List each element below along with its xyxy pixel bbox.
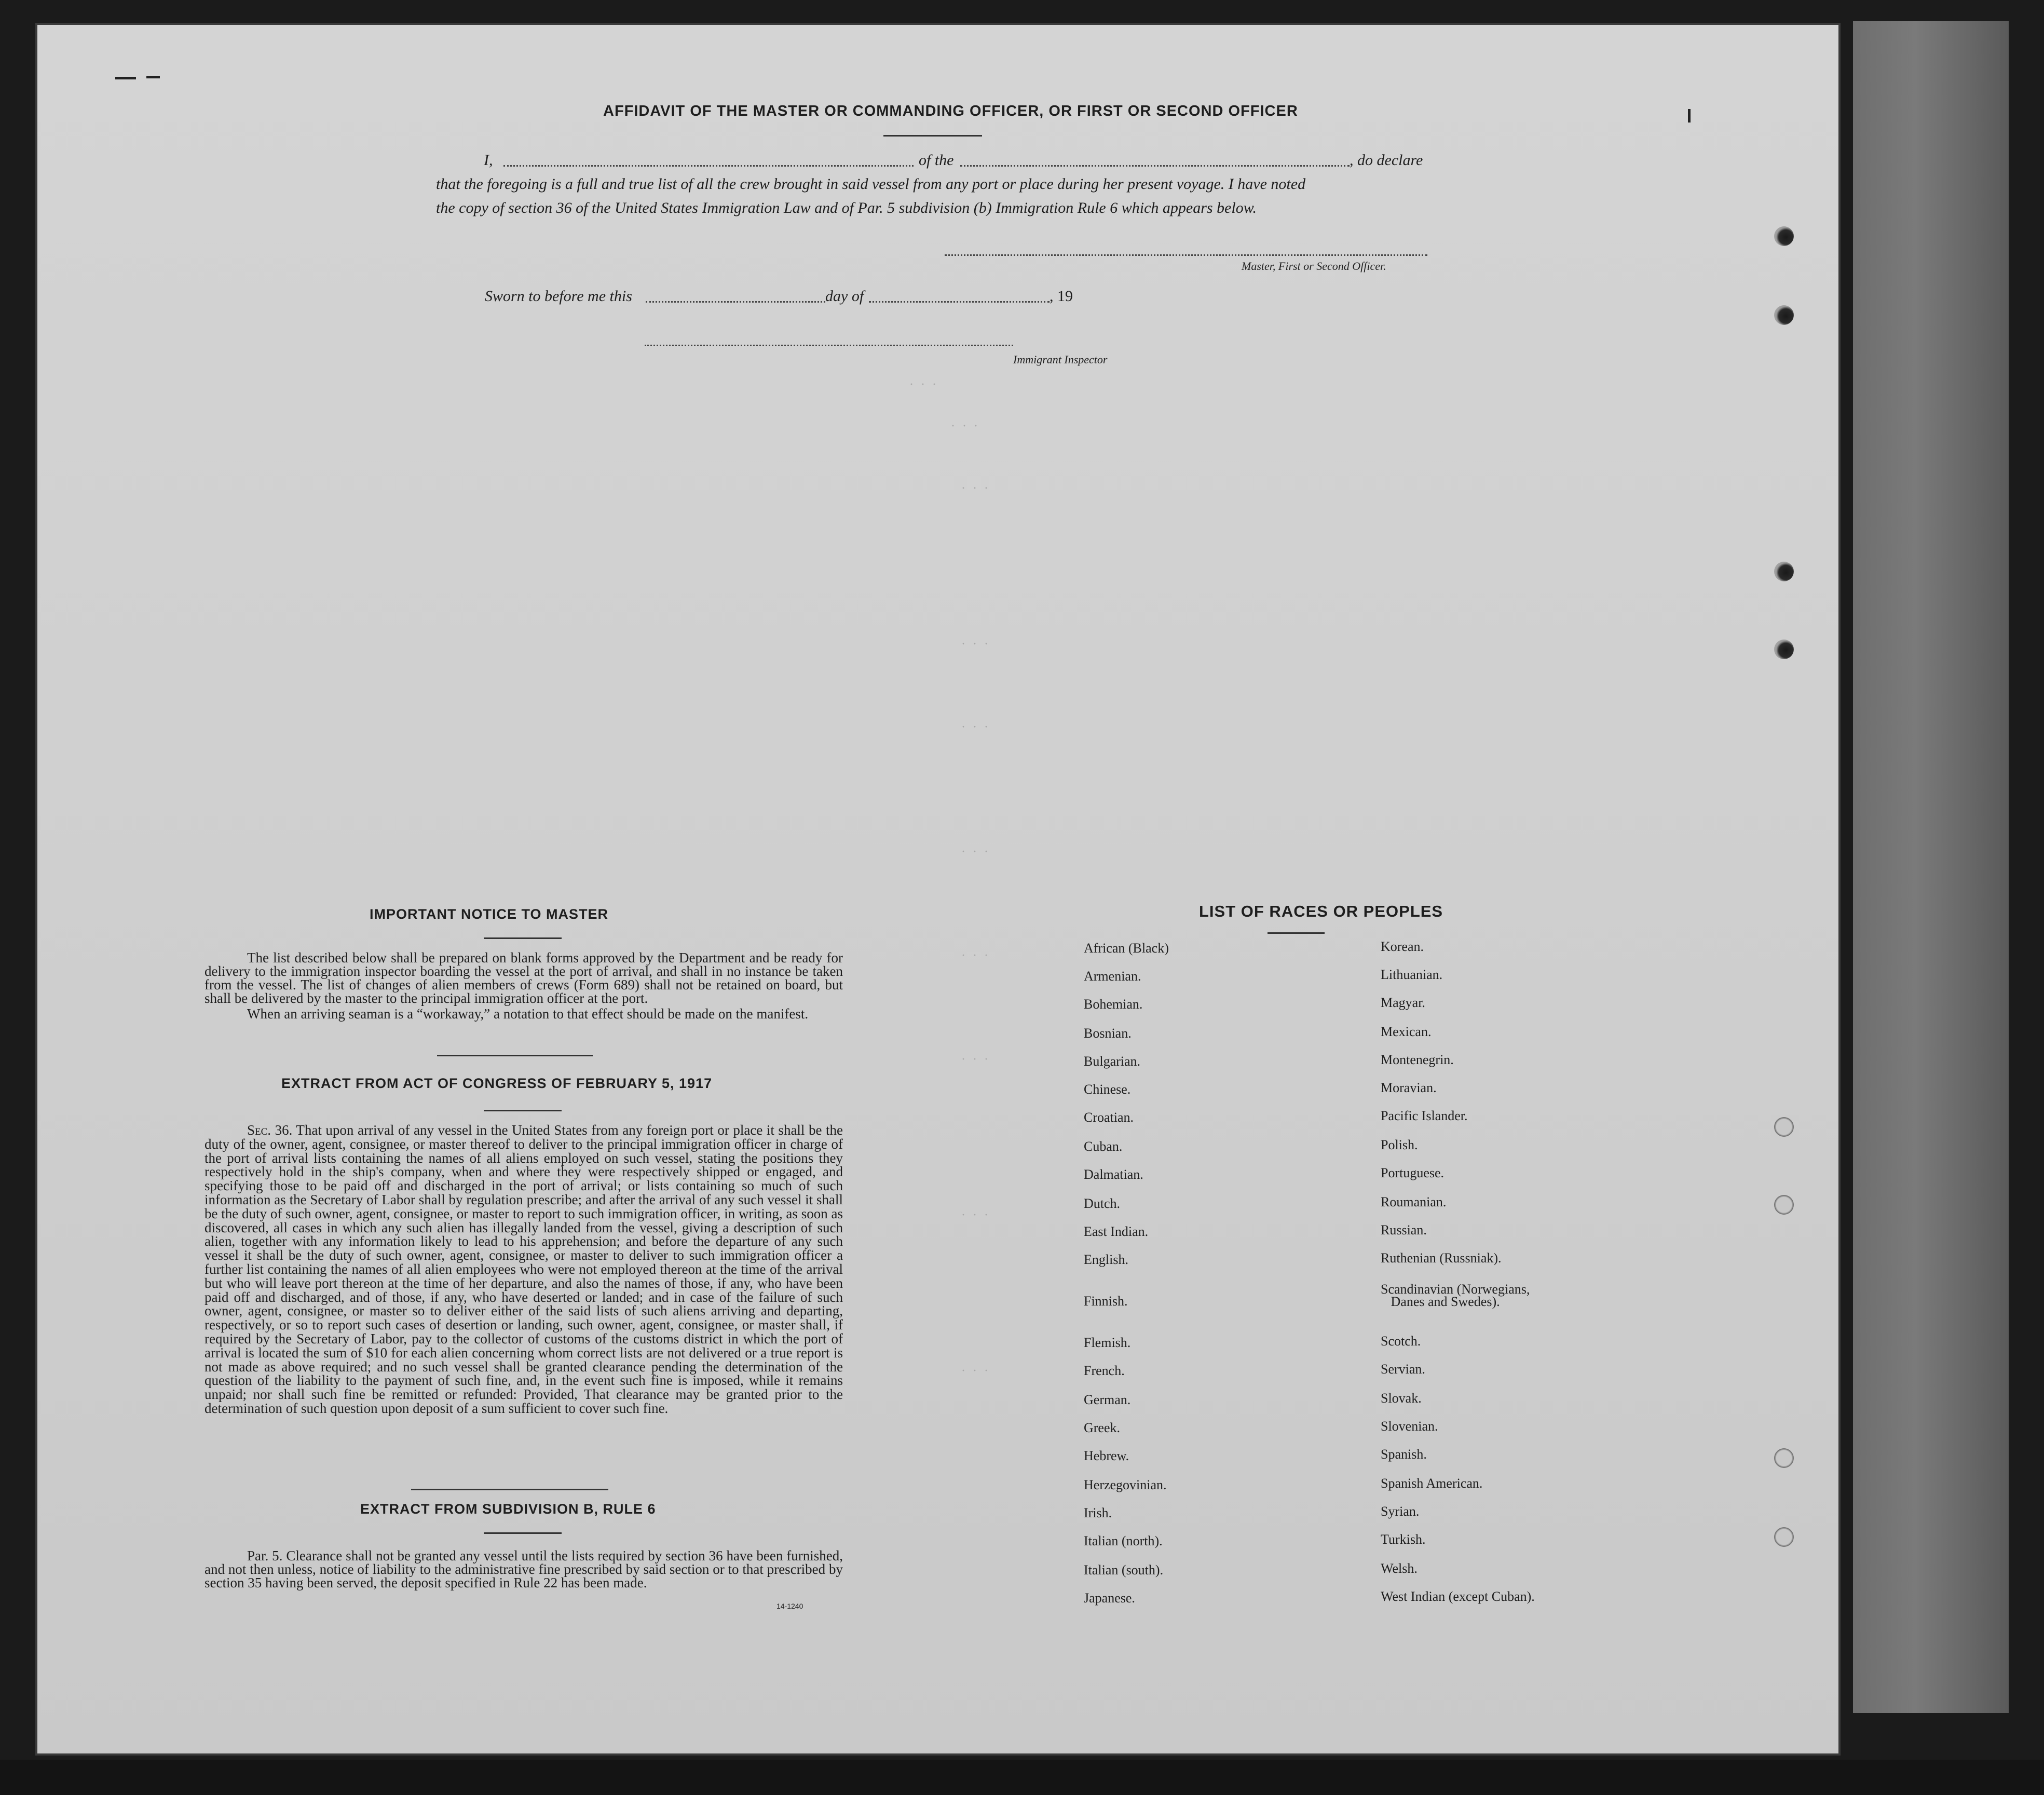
race-item-right-1: Lithuanian. [1381,967,1443,982]
pen-mark [115,77,136,79]
affidavit-line-3: the copy of section 36 of the United States Immigration Law and of Par. 5 subdivision (b) Immigration Rule 6 which appears below. [436,199,1257,216]
race-item-left-0: African (Black) [1084,941,1169,956]
race-item-left-19: Irish. [1084,1505,1112,1520]
act-extract-title: EXTRACT FROM ACT OF CONGRESS OF FEBRUARY 5, 1917 [281,1076,713,1091]
notice-underline [484,937,562,939]
race-item-left-13: Flemish. [1084,1335,1131,1350]
race-item-right-17: Spanish. [1381,1447,1427,1462]
race-item-right-19: Syrian. [1381,1504,1420,1519]
affidavit-title: AFFIDAVIT OF THE MASTER OR COMMANDING OFFICER, OR FIRST OR SECOND OFFICER [603,103,1298,119]
section-36-text: That upon arrival of any vessel in the United States from any foreign port or place it shall be the duty of the owner, agent, consignee, or master thereof to deliver to the principal immigration officer in charge of the port of arrival lists containing the names of all aliens employed on such vessel, stating the positions they respectively hold in the ship's company, when and where they were respectively shipped or engaged, and specifying those to be paid off and discharged in the port of arrival; or lists containing so much of such information as the Secretary of Labor shall by regulation prescribe; and after the arrival of any such vessel it shall be the duty of such owner, agent, consignee, or master to report to such immigration officer, in writing, as soon as discovered, all cases in which any such alien has illegally landed from the vessel, giving a description of such alien, together with any information likely to lead to his apprehension; and before the departure of any such vessel it shall be the duty of such owner, agent, consignee, or master to deliver to such immigration officer a further list containing the names of all alien employees who were not employed thereon at the time of the arrival but who will leave port thereon at the time of her departure, and also the names of those, if any, who have been paid off and discharged, and of those, if any, who have deserted or landed; and in case of the failure of such owner, agent, consignee, or master so to deliver either of the said lists of such aliens arriving and departing, respectively, or so to report such cases of desertion or landing, such owner, agent, consignee, or master shall, if required by the Secretary of Labor, pay to the collector of customs of the customs district in which the port of arrival is located the sum of $10 for each alien concerning whom correct lists are not delivered or a true report is not made as above required; and no such vessel shall be granted clearance pending the determination of the question of the liability to the payment of such fine, and, in the event such fine is imposed, while it remains unpaid; nor shall such fine be remitted or refunded: Provided, That clearance may be granted prior to the determination of such question upon deposit of a sum sufficient to cover such fine. [205,1122,843,1416]
race-item-right-20: Turkish. [1381,1532,1426,1547]
race-item-right-4: Montenegrin. [1381,1052,1454,1067]
race-item-right-5: Moravian. [1381,1080,1437,1095]
section-divider [437,1055,593,1056]
race-item-left-20: Italian (north). [1084,1533,1163,1548]
race-item-right-15: Slovak. [1381,1391,1422,1406]
race-item-right-21: Welsh. [1381,1561,1418,1576]
punch-hole [1774,1448,1794,1468]
affidavit-of-the-label: of the [919,152,954,169]
race-item-right-8: Portuguese. [1381,1165,1445,1180]
signature-caption: Master, First or Second Officer. [1242,260,1386,273]
inspector-signature-line[interactable] [645,345,1013,346]
race-item-left-8: Dalmatian. [1084,1167,1143,1182]
bleed-through-dots: · · · [961,1053,990,1066]
punch-hole [1774,305,1794,325]
punch-hole [1774,562,1794,581]
bleed-through-dots: · · · [961,1364,990,1378]
act-underline [484,1110,562,1111]
bleed-through-dots: · · · [961,1208,990,1222]
form-number: 14-1240 [776,1602,803,1610]
bleed-through-dots: · · · [961,720,990,734]
race-item-left-18: Herzegovinian. [1084,1477,1167,1492]
adjacent-page-edge [1853,21,2009,1713]
act-section-36 [205,1123,843,1416]
races-title: LIST OF RACES OR PEOPLES [1199,902,1443,920]
affidavit-line-2: that the foregoing is a full and true list of all the crew brought in said vessel from any port or place during her present voyage. I have noted [436,175,1306,193]
notice-paragraph-2: When an arriving seaman is a “workaway,” a notation to that effect should be made on the manifest. [247,1006,809,1022]
race-item-left-2: Bohemian. [1084,997,1143,1012]
punch-hole [1774,1527,1794,1547]
sworn-year-label: , 19 [1050,288,1073,305]
document-page [37,25,1838,1753]
punch-hole [1774,1117,1794,1137]
race-item-left-11: English. [1084,1252,1128,1267]
sworn-day-blank[interactable] [646,301,825,303]
race-item-right-10: Russian. [1381,1222,1427,1238]
affidavit-do-declare: , do declare [1350,152,1423,169]
punch-hole [1774,226,1794,246]
race-item-left-5: Chinese. [1084,1082,1131,1097]
rule-paragraph: Par. 5. Clearance shall not be granted any vessel until the lists required by section 36 have been furnished, and not then unless, notice of liability to the administrative fine prescribed by said section or to that prescribed by section 35 having been served, the deposit specified in Rule 22 has been made. [205,1548,843,1590]
bleed-through-dots: · · · [961,949,990,962]
race-item-right-6: Pacific Islander. [1381,1108,1468,1123]
race-item-left-21: Italian (south). [1084,1562,1164,1578]
sworn-label: Sworn to before me this [485,288,632,305]
race-item-right-0: Korean. [1381,939,1424,954]
race-item-right-22: West Indian (except Cuban). [1381,1589,1535,1604]
race-item-left-10: East Indian. [1084,1224,1149,1239]
race-item-left-22: Japanese. [1084,1590,1135,1606]
rule-extract-title: EXTRACT FROM SUBDIVISION B, RULE 6 [360,1501,656,1517]
race-item-right-7: Polish. [1381,1137,1418,1152]
title-underline [883,135,982,137]
race-item-right-12: Scandinavian (Norwegians, Danes and Swedes). [1381,1282,1530,1309]
bleed-through-dots: · · · [909,378,938,391]
race-item-left-6: Croatian. [1084,1110,1134,1125]
race-item-left-3: Bosnian. [1084,1026,1132,1041]
race-item-left-17: Hebrew. [1084,1448,1129,1463]
notice-title: IMPORTANT NOTICE TO MASTER [370,906,608,922]
vessel-blank[interactable] [960,165,1350,167]
race-item-left-7: Cuban. [1084,1139,1123,1154]
scan-border [0,1760,2044,1795]
punch-hole [1774,1195,1794,1215]
punch-hole [1774,640,1794,659]
race-item-left-9: Dutch. [1084,1196,1121,1211]
race-item-right-9: Roumanian. [1381,1194,1447,1209]
race-item-left-1: Armenian. [1084,969,1141,984]
race-item-left-12: Finnish. [1084,1294,1128,1309]
bleed-through-dots: · · · [961,637,990,651]
race-item-right-13: Scotch. [1381,1334,1421,1349]
bleed-through-dots: · · · [951,419,980,433]
race-item-right-14: Servian. [1381,1362,1425,1377]
sworn-month-blank[interactable] [869,301,1050,303]
inspector-caption: Immigrant Inspector [1013,353,1108,366]
name-blank[interactable] [503,165,914,167]
pen-mark [146,76,160,78]
race-item-left-16: Greek. [1084,1420,1121,1435]
bleed-through-dots: · · · [961,845,990,859]
bleed-through-dots: · · · [961,482,990,495]
race-item-right-16: Slovenian. [1381,1419,1438,1434]
pen-mark [1688,109,1691,123]
section-divider [411,1489,608,1490]
section-label: Sec. 36. [247,1122,293,1138]
notice-paragraph-1: The list described below shall be prepared on blank forms approved by the Department and be ready for delivery to the immigration inspector boarding the vessel at the port of arrival, and shall in no instance be taken from the vessel. The list of changes of alien members of crews (Form 689) shall not be retained on board, but shall be delivered by the master to the principal immigration officer at the port. [205,950,843,1006]
rule-underline [484,1532,562,1534]
day-of-label: day of [825,288,864,305]
race-item-right-3: Mexican. [1381,1024,1432,1039]
signature-line[interactable] [945,254,1427,256]
race-item-right-11: Ruthenian (Russniak). [1381,1250,1502,1266]
race-item-left-4: Bulgarian. [1084,1054,1141,1069]
race-item-left-15: German. [1084,1392,1131,1407]
race-item-right-2: Magyar. [1381,995,1425,1010]
races-underline [1268,932,1325,934]
race-item-left-14: French. [1084,1363,1125,1378]
race-item-right-18: Spanish American. [1381,1476,1483,1491]
affidavit-i-label: I, [484,152,493,169]
